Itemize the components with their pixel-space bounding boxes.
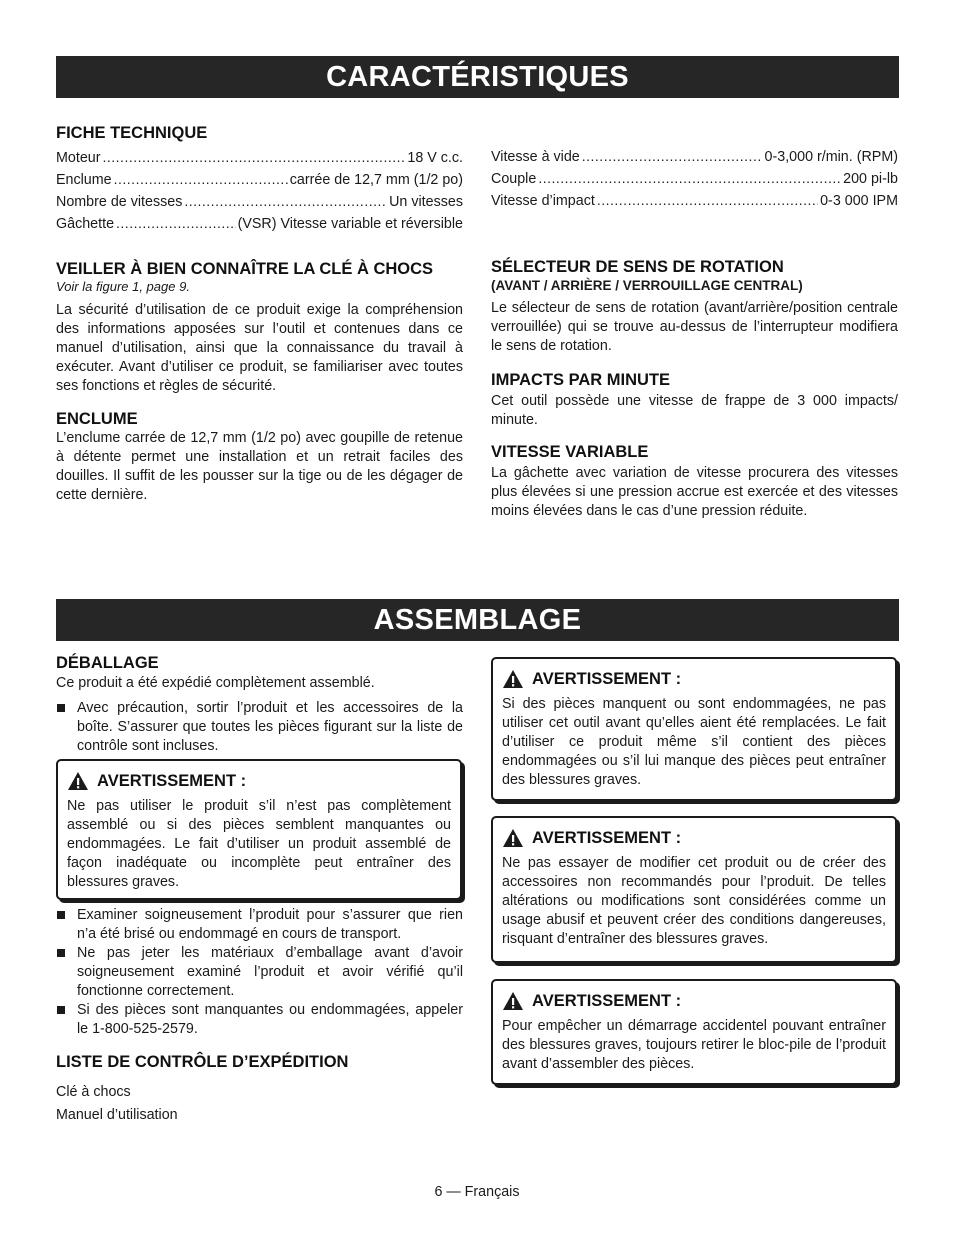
bullet-item: Si des pièces sont manquantes ou endommagées, appeler le 1-800-525-2579. xyxy=(56,1001,463,1039)
section-title-assemblage: ASSEMBLAGE xyxy=(56,599,899,641)
spec-row xyxy=(491,146,898,168)
checklist-items xyxy=(56,1081,463,1127)
ipm-heading: IMPACTS PAR MINUTE xyxy=(491,371,671,389)
bullet-item: Avec précaution, sortir l’produit et les accessoires de la boîte. S’assurer que toutes les pièces figurant sur la liste de contrôle sont incluses. xyxy=(56,699,463,756)
features-section xyxy=(491,257,898,521)
spec-row xyxy=(56,213,463,235)
spec-sheet-left xyxy=(56,123,463,235)
unpack-bullets-1 xyxy=(56,699,463,756)
spec-sheet-right xyxy=(491,146,898,212)
warning-text: Ne pas utiliser le produit s’il n’est pas complètement assemblé ou si des pièces semblent manquantes ou endommagées. Le fait d’utiliser un produit assemblé de façon inadéquate ou incomplète peut entraîner des blessures graves. xyxy=(67,798,451,890)
spec-value: carrée de 12,7 mm (1/2 po) xyxy=(289,172,463,188)
selector-subheading: (AVANT / ARRIÈRE / VERROUILLAGE CENTRAL) xyxy=(491,278,803,293)
spec-label: Nombre de vitesses xyxy=(56,194,183,210)
spec-label: Vitesse à vide xyxy=(491,149,580,165)
spec-value: (VSR) Vitesse variable et réversible xyxy=(237,216,463,232)
unpack-heading: DÉBALLAGE xyxy=(56,654,159,672)
warning-title: AVERTISSEMENT : xyxy=(532,828,682,847)
know-text: La sécurité d’utilisation de ce produit exige la compréhension des informations apposées sur l’outil et contenues dans ce manuel d’utilisation, ainsi que la connaissance du travail à exécuter. Avant d’utiliser ce produit, se familiariser avec toutes ses fonctions et règles de sécurité. xyxy=(56,302,463,394)
dot-leader xyxy=(114,172,288,186)
anvil-heading: ENCLUME xyxy=(56,410,138,428)
warning-box-2 xyxy=(491,657,897,801)
warning-icon xyxy=(502,669,524,689)
ipm-text: Cet outil possède une vitesse de frappe de 3 000 impacts/ minute. xyxy=(491,393,898,428)
spec-list-left xyxy=(56,147,463,235)
warning-header xyxy=(502,669,886,689)
spec-label: Gâchette xyxy=(56,216,115,232)
spec-label: Vitesse d’impact xyxy=(491,193,595,209)
spec-value: 18 V c.c. xyxy=(407,150,463,166)
selector-text: Le sélecteur de sens de rotation (avant/arrière/position centrale verrouillée) qui se trouve au-dessus de l’interrupteur modifiera le sens de rotation. xyxy=(491,300,898,354)
spec-value: 0-3 000 IPM xyxy=(820,193,898,209)
dot-leader xyxy=(184,194,387,208)
spec-heading: FICHE TECHNIQUE xyxy=(56,124,208,142)
spec-list-right xyxy=(491,146,898,212)
warning-box-1 xyxy=(56,759,462,900)
spec-label: Couple xyxy=(491,171,537,187)
unpack-intro: Ce produit a été expédié complètement assemblé. xyxy=(56,675,375,691)
warning-icon xyxy=(502,828,524,848)
warning-icon xyxy=(67,771,89,791)
unpack-bullets-2 xyxy=(56,906,463,1039)
anvil-text: L’enclume carrée de 12,7 mm (1/2 po) avec goupille de retenue à détente permet une installation et un retrait faciles des douilles. Il suffit de les pousser sur la tige ou de les dégager de cette dernière. xyxy=(56,430,463,503)
warning-box-3 xyxy=(491,816,897,963)
checklist-item: Manuel d’utilisation xyxy=(56,1107,178,1123)
variable-heading: VITESSE VARIABLE xyxy=(491,443,649,461)
figure-reference: Voir la figure 1, page 9. xyxy=(56,279,190,294)
know-heading: VEILLER À BIEN CONNAÎTRE LA CLÉ À CHOCS xyxy=(56,260,434,278)
dot-leader xyxy=(538,171,841,185)
unpack-section xyxy=(56,653,463,756)
warning-header xyxy=(502,828,886,848)
spec-value: Un vitesses xyxy=(389,194,463,210)
page-footer: 6 — Français xyxy=(434,1184,520,1200)
spec-label: Enclume xyxy=(56,172,112,188)
warning-header xyxy=(502,991,886,1011)
warning-box-4 xyxy=(491,979,897,1085)
spec-label: Moteur xyxy=(56,150,101,166)
spec-value: 0-3,000 r/min. (RPM) xyxy=(764,149,898,165)
know-section xyxy=(56,259,463,505)
warning-title: AVERTISSEMENT : xyxy=(97,771,247,790)
bullet-item: Examiner soigneusement l’produit pour s’assurer que rien n’a été brisé ou endommagé en cours de transport. xyxy=(56,906,463,944)
spec-row xyxy=(491,168,898,190)
checklist-item: Clé à chocs xyxy=(56,1084,131,1100)
warning-text: Ne pas essayer de modifier cet produit ou de créer des accessoires non recommandés pour l’produit. De telles altérations ou modifications sont considérées comme un usage abusif et peuvent créer des conditions dangereuses, risquant d’entraîner des blessures graves. xyxy=(502,855,886,947)
variable-text: La gâchette avec variation de vitesse procurera des vitesses plus élevées si une pression accrue est exercée et des vitesses moins élevées dans le cas d’une pression réduite. xyxy=(491,465,898,519)
warning-icon xyxy=(502,991,524,1011)
warning-text: Pour empêcher un démarrage accidentel pouvant entraîner des blessures graves, toujours retirer le bloc-pile de l’produit avant d’assembler des pièces. xyxy=(502,1018,886,1072)
warning-header xyxy=(67,771,451,791)
spec-row xyxy=(56,169,463,191)
dot-leader xyxy=(103,150,406,164)
dot-leader xyxy=(582,149,763,163)
unpack-section-continued xyxy=(56,906,463,1127)
spec-row xyxy=(491,190,898,212)
selector-heading: SÉLECTEUR DE SENS DE ROTATION xyxy=(491,258,784,276)
warning-text: Si des pièces manquent ou sont endommagées, ne pas utiliser cet outil avant qu’elles aient été remplacées. Le fait d’utiliser ce produit même s’il contient des pièces endommagées ou s’il lui manque des pièces peut entraîner des blessures graves. xyxy=(502,696,886,788)
spec-value: 200 pi-lb xyxy=(843,171,898,187)
warning-title: AVERTISSEMENT : xyxy=(532,991,682,1010)
section-title-caracteristiques: CARACTÉRISTIQUES xyxy=(56,56,899,98)
spec-row xyxy=(56,147,463,169)
checklist-heading: LISTE DE CONTRÔLE D’EXPÉDITION xyxy=(56,1053,349,1071)
dot-leader xyxy=(597,193,818,207)
bullet-item: Ne pas jeter les matériaux d’emballage avant d’avoir soigneusement examiné l’produit et avoir vérifié qu’il fonctionne correctement. xyxy=(56,944,463,1001)
dot-leader xyxy=(116,216,236,230)
warning-title: AVERTISSEMENT : xyxy=(532,669,682,688)
spec-row xyxy=(56,191,463,213)
